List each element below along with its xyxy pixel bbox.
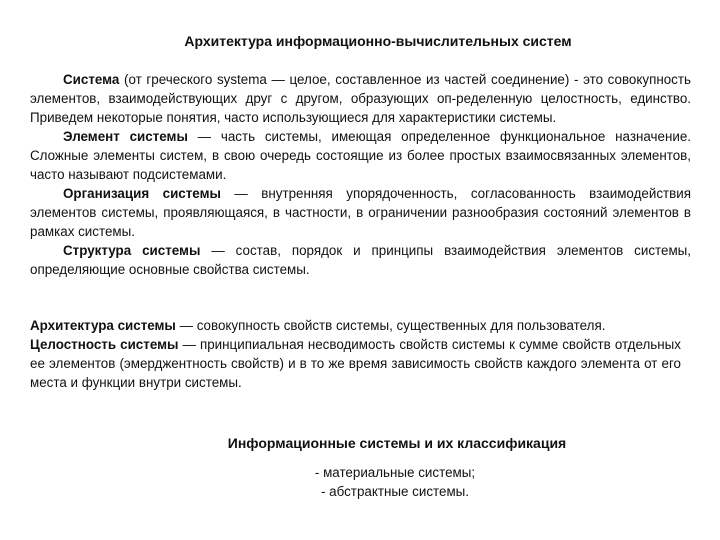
term-structure: Структура системы: [63, 243, 201, 258]
definition-text: (от греческого systema — целое, составленное из частей соединение) - это совокупность элементов, взаимодействующих друг с другом, образующих оп-ределенную целостность, единство. Приведем некоторые понятия, часто использующиеся для характеристики системы.: [30, 72, 691, 125]
classification-list: [0, 463, 720, 501]
definition-text: — часть системы, имеющая определенное функциональное назначение. Сложные элементы систем, в свою очередь состоящие из более простых взаимосвязанных элементов, часто называют подсистемами.: [30, 129, 691, 182]
list-item: - абстрактные системы.: [320, 484, 470, 499]
section-title: Информационные системы и их классификация: [227, 435, 567, 451]
definition-text: — внутренняя упорядоченность, согласованность взаимодействия элементов системы, проявляющаяся, в частности, в ограничении разнообразия состояний элементов в рамках системы.: [30, 186, 691, 239]
term-integrity: Целостность системы: [30, 337, 179, 352]
definition-text: — совокупность свойств системы, существенных для пользователя.: [175, 318, 606, 333]
term-element: Элемент системы: [63, 129, 188, 144]
definitions-block: [30, 70, 691, 279]
definition-paragraph: [30, 127, 691, 184]
term-system: Система: [63, 72, 120, 87]
definition-text: — принципиальная несводимость свойств системы к сумме свойств отдельных ее элементов (эмерджентность свойств) и в то же время зависимость свойств каждого элемента от его места и функции внутри системы.: [30, 337, 681, 390]
definitions-block-2: [30, 316, 681, 392]
list-item: - материальные системы;: [314, 465, 476, 480]
term-organization: Организация системы: [63, 186, 221, 201]
definition-paragraph: [30, 316, 681, 335]
main-title: Архитектура информационно-вычислительных систем: [184, 33, 572, 49]
definition-paragraph: [30, 184, 691, 241]
term-architecture: Архитектура системы: [30, 318, 176, 333]
definition-paragraph: [30, 70, 691, 127]
definition-paragraph: [30, 241, 691, 279]
definition-text: — состав, порядок и принципы взаимодействия элементов системы, определяющие основные свойства системы.: [30, 243, 691, 277]
definition-paragraph: [30, 335, 681, 392]
